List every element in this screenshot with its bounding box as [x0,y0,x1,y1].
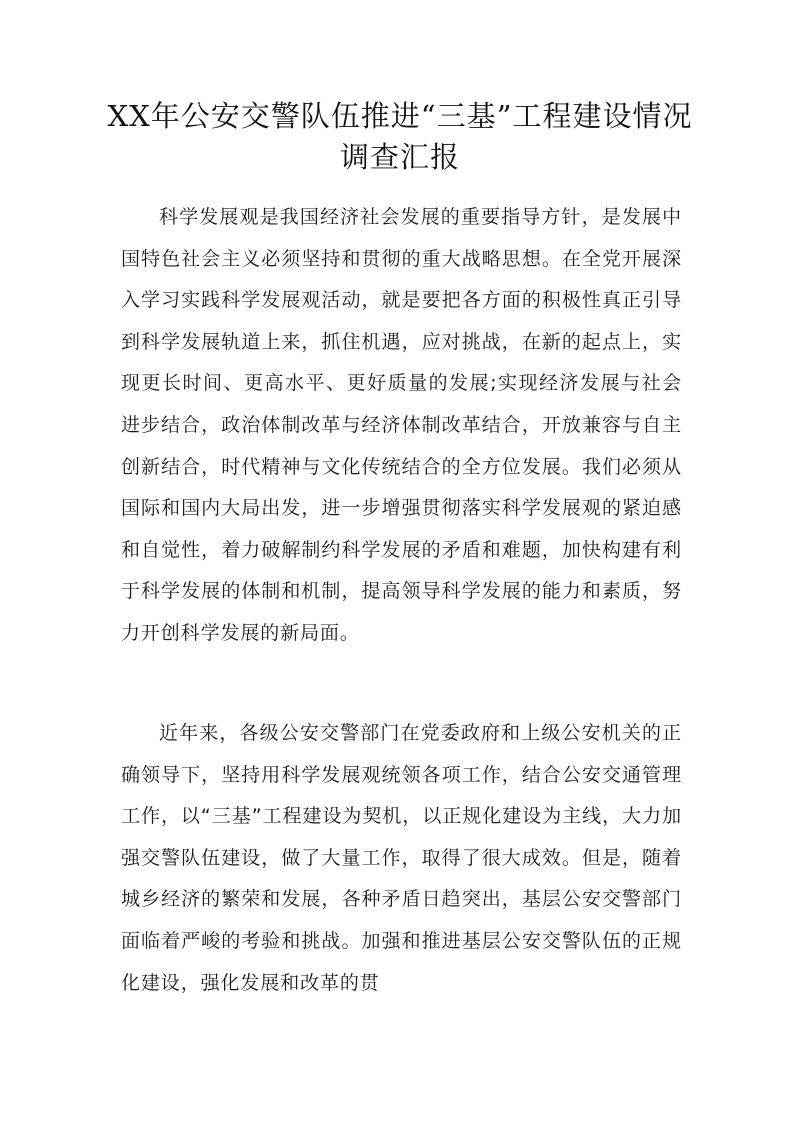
document-title: XX年公安交警队伍推进“三基”工程建设情况调查汇报 [107,99,693,174]
paragraph-background: 近年来，各级公安交警部门在党委政府和上级公安机关的正确领导下，坚持用科学发展观统领各项工作，结合公安交通管理工作，以“三基”工程建设为契机，以正规化建设为主线，大力加强交警队伍建设，做了大量工作，取得了很大成效。但是，随着城乡经济的繁荣和发展，各种矛盾日趋突出，基层公安交警部门面临着严峻的考验和挑战。加强和推进基层公安交警队伍的正规化建设，强化发展和改革的贯 [121,722,682,994]
paragraph-intro: 科学发展观是我国经济社会发展的重要指导方针，是发展中国特色社会主义必须坚持和贯彻的重大战略思想。在全党开展深入学习实践科学发展观活动，就是要把各方面的积极性真正引导到科学发展轨道上来，抓住机遇，应对挑战，在新的起点上，实现更长时间、更高水平、更好质量的发展;实现经济发展与社会进步结合，政治体制改革与经济体制改革结合，开放兼容与自主创新结合，时代精神与文化传统结合的全方位发展。我们必须从国际和国内大局出发，进一步增强贯彻落实科学发展观的紧迫感和自觉性，着力破解制约科学发展的矛盾和难题，加快构建有利于科学发展的体制和机制，提高领导科学发展的能力和素质，努力开创科学发展的新局面。 [121,206,682,644]
